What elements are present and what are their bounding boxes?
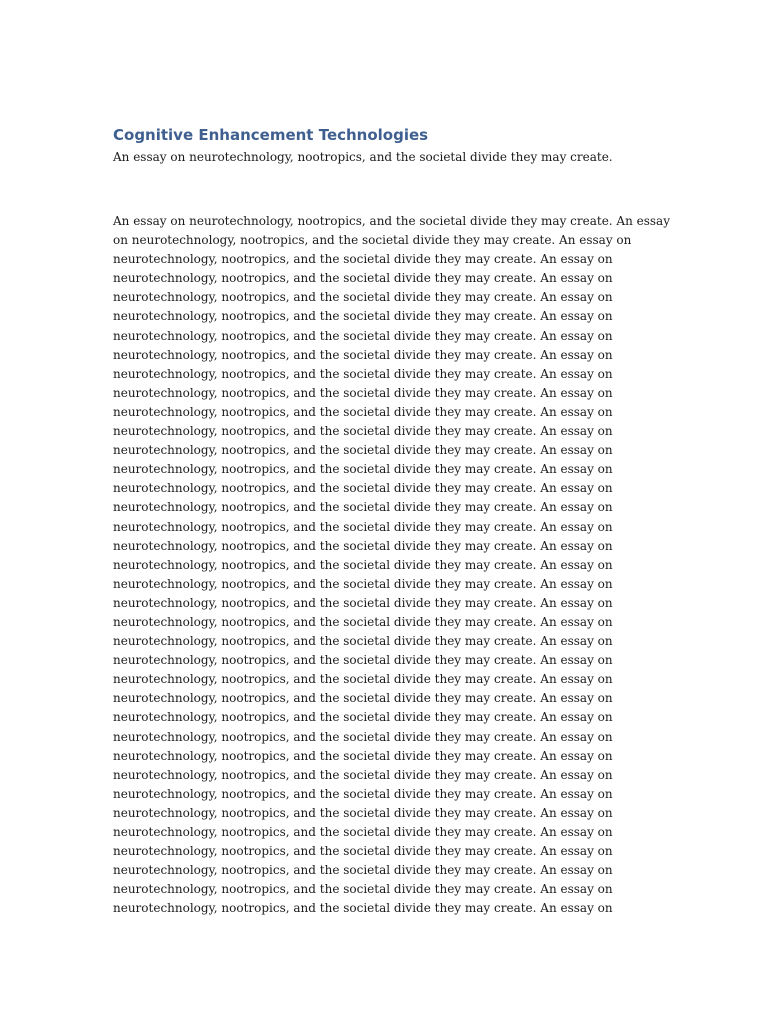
body-line: neurotechnology, nootropics, and the societal divide they may create. An essay on: [113, 309, 613, 324]
body-line: neurotechnology, nootropics, and the societal divide they may create. An essay on: [113, 786, 613, 801]
body-line: neurotechnology, nootropics, and the societal divide they may create. An essay on: [113, 805, 613, 820]
document-body: [113, 212, 670, 918]
body-line: neurotechnology, nootropics, and the societal divide they may create. An essay on: [113, 614, 613, 629]
body-line: neurotechnology, nootropics, and the societal divide they may create. An essay on: [113, 557, 613, 572]
body-line: neurotechnology, nootropics, and the societal divide they may create. An essay on: [113, 767, 613, 782]
body-line: neurotechnology, nootropics, and the societal divide they may create. An essay on: [113, 748, 613, 763]
body-line: neurotechnology, nootropics, and the societal divide they may create. An essay on: [113, 519, 613, 534]
body-line: neurotechnology, nootropics, and the societal divide they may create. An essay on: [113, 424, 613, 439]
body-line: on neurotechnology, nootropics, and the societal divide they may create. An essay on: [113, 233, 632, 248]
body-line: neurotechnology, nootropics, and the societal divide they may create. An essay on: [113, 347, 613, 362]
body-line: neurotechnology, nootropics, and the societal divide they may create. An essay on: [113, 844, 613, 859]
body-line: neurotechnology, nootropics, and the societal divide they may create. An essay on: [113, 500, 613, 515]
body-line: neurotechnology, nootropics, and the societal divide they may create. An essay on: [113, 729, 613, 744]
body-line: neurotechnology, nootropics, and the societal divide they may create. An essay on: [113, 691, 613, 706]
body-line: neurotechnology, nootropics, and the societal divide they may create. An essay on: [113, 576, 613, 591]
body-line: neurotechnology, nootropics, and the societal divide they may create. An essay on: [113, 901, 613, 916]
body-line: neurotechnology, nootropics, and the societal divide they may create. An essay on: [113, 271, 613, 286]
body-line: neurotechnology, nootropics, and the societal divide they may create. An essay on: [113, 595, 613, 610]
body-line: An essay on neurotechnology, nootropics, and the societal divide they may create. An essay: [113, 214, 670, 228]
body-line: neurotechnology, nootropics, and the societal divide they may create. An essay on: [113, 882, 613, 897]
body-line: neurotechnology, nootropics, and the societal divide they may create. An essay on: [113, 366, 613, 381]
body-line: neurotechnology, nootropics, and the societal divide they may create. An essay on: [113, 710, 613, 725]
document-subtitle: An essay on neurotechnology, nootropics, and the societal divide they may create.: [113, 150, 613, 164]
body-line: neurotechnology, nootropics, and the societal divide they may create. An essay on: [113, 252, 613, 267]
body-line: neurotechnology, nootropics, and the societal divide they may create. An essay on: [113, 443, 613, 458]
body-line: neurotechnology, nootropics, and the societal divide they may create. An essay on: [113, 863, 613, 878]
document-title: Cognitive Enhancement Technologies: [113, 126, 429, 144]
body-line: neurotechnology, nootropics, and the societal divide they may create. An essay on: [113, 538, 613, 553]
body-line: neurotechnology, nootropics, and the societal divide they may create. An essay on: [113, 462, 613, 477]
body-line: neurotechnology, nootropics, and the societal divide they may create. An essay on: [113, 404, 613, 419]
body-line: neurotechnology, nootropics, and the societal divide they may create. An essay on: [113, 634, 613, 649]
body-line: neurotechnology, nootropics, and the societal divide they may create. An essay on: [113, 290, 613, 305]
body-line: neurotechnology, nootropics, and the societal divide they may create. An essay on: [113, 672, 613, 687]
body-line: neurotechnology, nootropics, and the societal divide they may create. An essay on: [113, 825, 613, 839]
body-line: neurotechnology, nootropics, and the societal divide they may create. An essay on: [113, 653, 613, 668]
body-line: neurotechnology, nootropics, and the societal divide they may create. An essay on: [113, 328, 613, 343]
body-line: neurotechnology, nootropics, and the societal divide they may create. An essay on: [113, 385, 613, 400]
body-line: neurotechnology, nootropics, and the societal divide they may create. An essay on: [113, 481, 613, 496]
